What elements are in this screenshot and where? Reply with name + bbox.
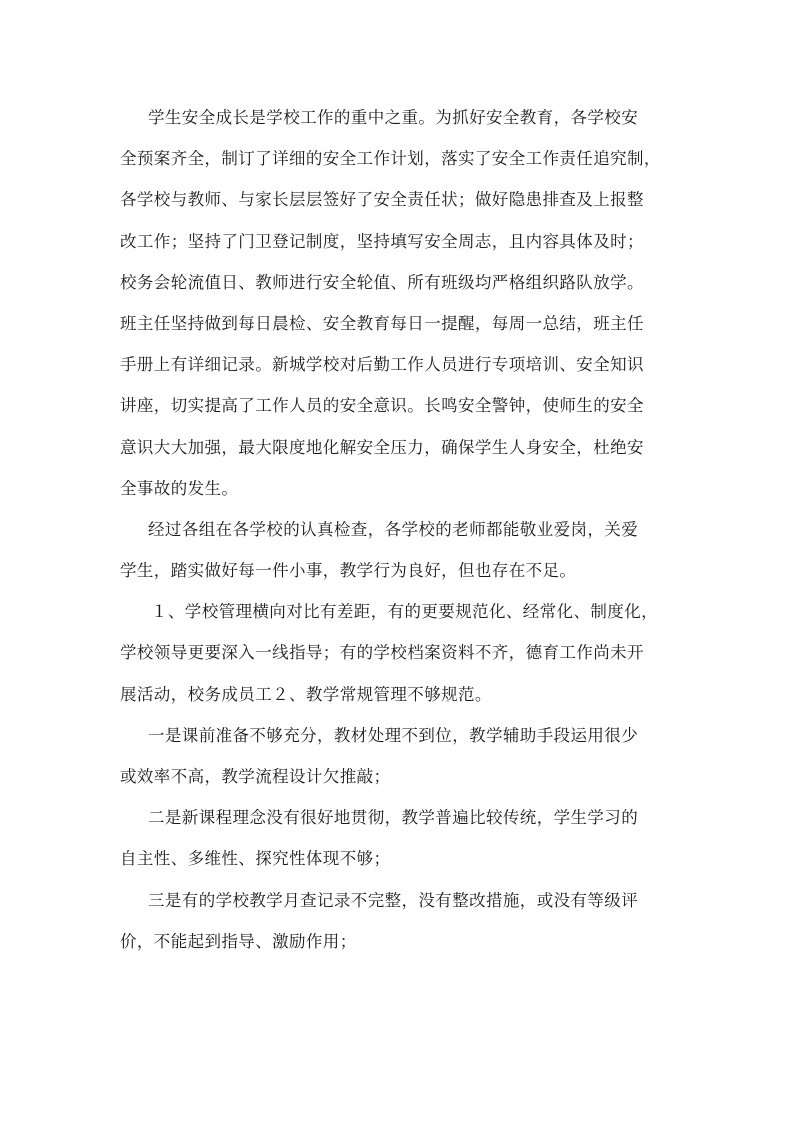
paragraph-line: 讲座，切实提高了工作人员的安全意识。长鸣安全警钟，使师生的安全 [120,396,644,416]
paragraph-line: 全事故的发生。 [120,478,239,498]
paragraph-line: 价，不能起到指导、激励作用； [120,931,357,951]
document-body [120,97,676,962]
paragraph-line: 一是课前准备不够充分，教材处理不到位，教学辅助手段运用很少 [148,725,639,745]
paragraph-line: １、学校管理横向对比有差距，有的更要规范化、经常化、制度化， [151,602,658,622]
paragraph-line: 三是有的学校教学月查记录不完整，没有整改措施，或没有等级评 [148,890,639,910]
paragraph-line: 学生安全成长是学校工作的重中之重。为抓好安全教育，各学校安 [148,108,639,127]
paragraph-line: 自主性、多维性、探究性体现不够； [120,849,391,869]
paragraph-line: 或效率不高，教学流程设计欠推敲； [120,767,391,786]
paragraph-line: 二是新课程理念没有很好地贯彻，教学普遍比较传统，学生学习的 [148,808,639,828]
paragraph-line: 改工作；坚持了门卫登记制度，坚持填写安全周志，且内容具体及时； [120,231,644,251]
paragraph-line: 校务会轮流值日、教师进行安全轮值、所有班级均严格组织路队放学。 [120,272,644,292]
paragraph-line: 学校领导更要深入一线指导；有的学校档案资料不齐，德育工作尚未开 [120,643,644,663]
paragraph-line: 学生，踏实做好每一件小事，教学行为良好，但也存在不足。 [120,561,577,581]
paragraph-line: 展活动，校务成员工２、教学常规管理不够规范。 [120,684,492,704]
paragraph-line: 意识大大加强，最大限度地化解安全压力，确保学生人身安全，杜绝安 [120,437,644,457]
paragraph-line: 手册上有详细记录。新城学校对后勤工作人员进行专项培训、安全知识 [120,355,644,375]
paragraph-line: 经过各组在各学校的认真检查，各学校的老师都能敬业爱岗，关爱 [148,519,639,539]
paragraph-line: 全预案齐全，制订了详细的安全工作计划，落实了安全工作责任追究制， [120,149,661,169]
paragraph-line: 班主任坚持做到每日晨检、安全教育每日一提醒，每周一总结，班主任 [120,313,644,333]
paragraph-line: 各学校与教师、与家长层层签好了安全责任状；做好隐患排查及上报整 [120,190,644,210]
